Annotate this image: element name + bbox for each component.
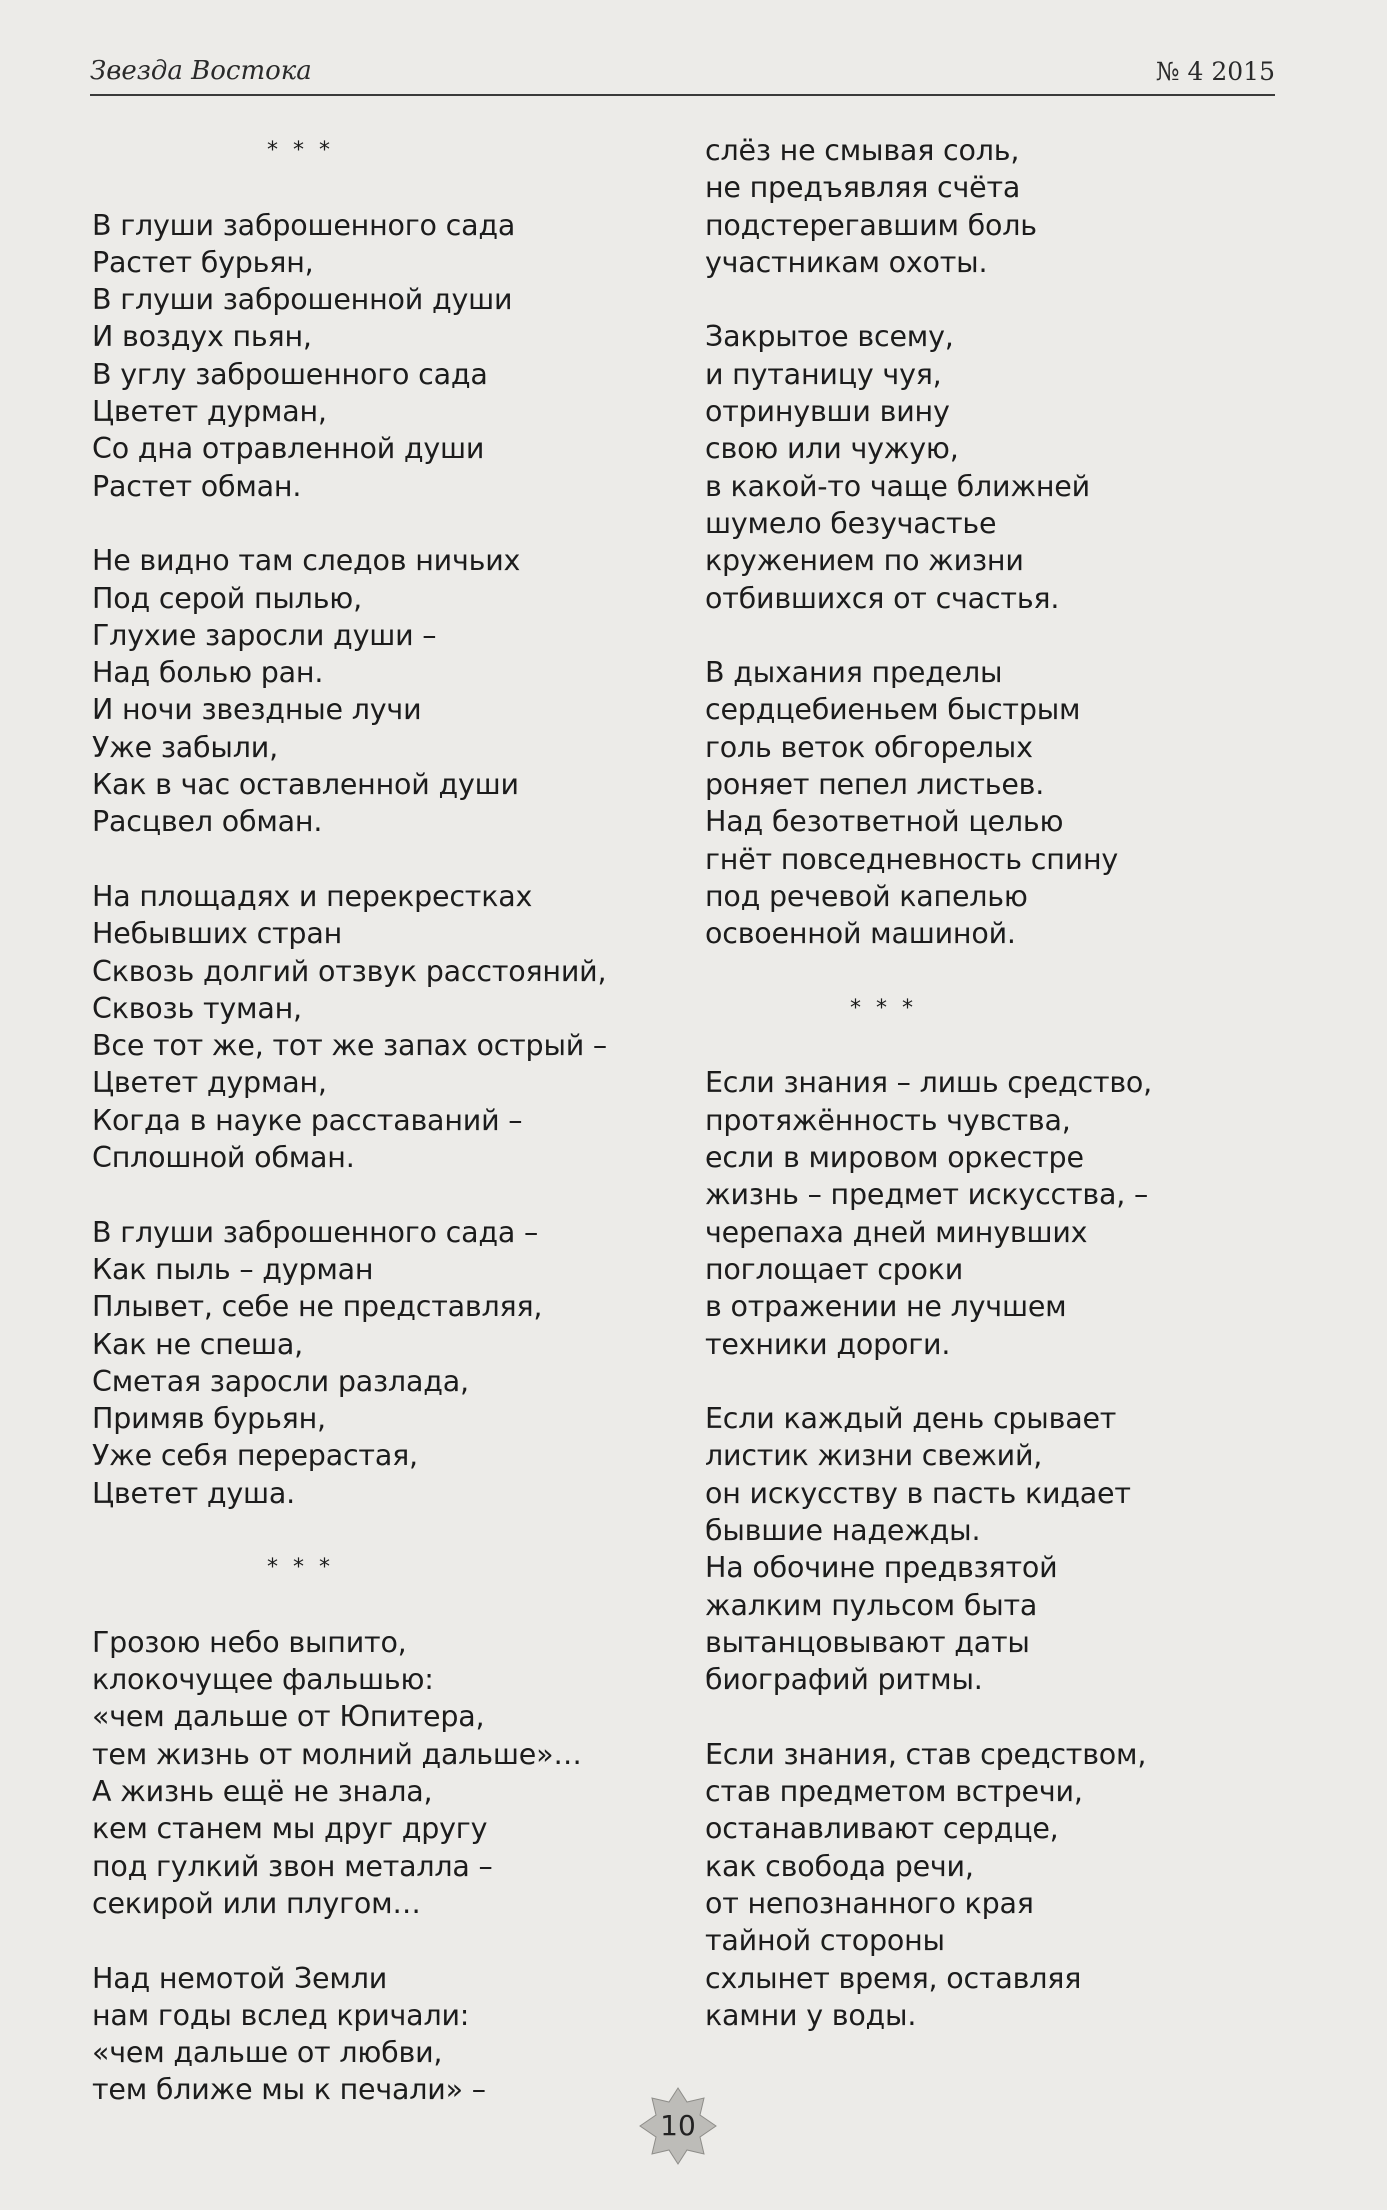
poem-line: не предъявляя счёта	[705, 171, 1021, 205]
poem-line: Сквозь долгий отзвук расстояний,	[92, 954, 607, 988]
poem-line: жалким пульсом быта	[705, 1588, 1038, 1622]
poem-line: Не видно там следов ничьих	[92, 544, 521, 578]
poem-line: тем жизнь от молний дальше»…	[92, 1737, 582, 1771]
poem-line: освоенной машиной.	[705, 917, 1016, 951]
poem-line: он искусству в пасть кидает	[705, 1476, 1131, 1510]
running-header	[90, 50, 1275, 96]
asterism-separator: * * *	[267, 138, 334, 163]
poem-line: Со дна отравленной души	[92, 432, 485, 466]
poem-line: тем ближе мы к печали» –	[92, 2073, 486, 2107]
poem-line: кружением по жизни	[705, 544, 1024, 578]
poem-line: листик жизни свежий,	[705, 1439, 1043, 1473]
poem-line: отбившихся от счастья.	[705, 581, 1060, 615]
poem-line: если в мировом оркестре	[705, 1141, 1084, 1175]
page-number-badge	[638, 2086, 718, 2166]
poem-line: отринувши вину	[705, 395, 950, 429]
journal-title: Звезда Востока	[90, 56, 312, 86]
poem-line: участникам охоты.	[705, 245, 988, 279]
poem-line: Если знания – лишь средство,	[705, 1066, 1153, 1100]
poem-line: В глуши заброшенного сада –	[92, 1215, 539, 1249]
poem-line: секирой или плугом…	[92, 1886, 421, 1920]
poem-line: Над немотой Земли	[92, 1961, 388, 1995]
poem-line: схлынет время, оставляя	[705, 1961, 1082, 1995]
poem-line: став предметом встречи,	[705, 1775, 1083, 1809]
poem-line: Небывших стран	[92, 917, 343, 951]
poem-line: в отражении не лучшем	[705, 1290, 1067, 1324]
page-number: 10	[660, 2109, 696, 2142]
poem-column-left	[92, 132, 702, 2109]
stanza-break	[92, 169, 702, 206]
poem-line: останавливают сердце,	[705, 1812, 1059, 1846]
poem-line: сердцебиеньем быстрым	[705, 693, 1081, 727]
poem-line: Когда в науке расставаний –	[92, 1103, 523, 1137]
poem-line: Сметая заросли разлада,	[92, 1364, 469, 1398]
poem-column-right	[705, 132, 1305, 2034]
poem-line: Цветет душа.	[92, 1476, 296, 1510]
poem-line: Закрытое всему,	[705, 320, 954, 354]
stanza-break	[705, 1363, 1305, 1400]
stanza-break	[705, 281, 1305, 318]
stanza-break	[92, 1176, 702, 1213]
poem-line: Над безответной целью	[705, 805, 1064, 839]
poem-line: жизнь – предмет искусства, –	[705, 1178, 1149, 1212]
stanza-break	[92, 841, 702, 878]
stanza-break	[92, 1587, 702, 1624]
poem-line: как свобода речи,	[705, 1849, 974, 1883]
poem-line: гнёт повседневность спину	[705, 842, 1119, 876]
stanza-break	[705, 953, 1305, 990]
poem-line: кем станем мы друг другу	[92, 1812, 488, 1846]
poem-line: роняет пепел листьев.	[705, 768, 1045, 802]
poem-line: На обочине предвзятой	[705, 1551, 1058, 1585]
poem-line: нам годы вслед кричали:	[92, 1998, 470, 2032]
poem-line: На площадях и перекрестках	[92, 879, 533, 913]
poem-line: Цветет дурман,	[92, 395, 327, 429]
poem-line: клокочущее фальшью:	[92, 1663, 434, 1697]
poem-line: под речевой капелью	[705, 879, 1028, 913]
poem-line: вытанцовывают даты	[705, 1625, 1030, 1659]
poem-line: Все тот же, тот же запах острый –	[92, 1029, 607, 1063]
poem-line: Грозою небо выпито,	[92, 1625, 407, 1659]
poem-line: В глуши заброшенной души	[92, 283, 513, 317]
poem-line: Как не спеша,	[92, 1327, 304, 1361]
poem-line: «чем дальше от любви,	[92, 2036, 443, 2070]
asterism-separator: * * *	[850, 995, 917, 1021]
poem-line: Уже себя перерастая,	[92, 1439, 418, 1473]
poem-line: Плывет, себе не представляя,	[92, 1290, 543, 1324]
poem-line: В углу заброшенного сада	[92, 357, 488, 391]
poem-line: подстерегавшим боль	[705, 208, 1037, 242]
poem-line: Сплошной обман.	[92, 1141, 355, 1175]
stanza-break	[705, 1698, 1305, 1735]
poem-line: под гулкий звон металла –	[92, 1849, 493, 1883]
poem-line: камни у воды.	[705, 1998, 917, 2032]
poem-line: Над болью ран.	[92, 656, 324, 690]
poem-line: свою или чужую,	[705, 432, 959, 466]
poem-line: В глуши заброшенного сада	[92, 208, 516, 242]
poem-line: тайной стороны	[705, 1924, 945, 1958]
poem-line: в какой-то чаще ближней	[705, 469, 1090, 503]
poem-line: В дыхания пределы	[705, 656, 1003, 690]
poem-line: Растет бурьян,	[92, 245, 314, 279]
asterism-separator: * * *	[267, 1555, 334, 1581]
poem-line: поглощает сроки	[705, 1252, 964, 1286]
stanza-break	[705, 1027, 1305, 1064]
poem-line: Глухие заросли души –	[92, 618, 437, 652]
poem-line: биографий ритмы.	[705, 1663, 983, 1697]
poem-line: Растет обман.	[92, 469, 302, 503]
poem-line: техники дороги.	[705, 1327, 951, 1361]
poem-line: Примяв бурьян,	[92, 1402, 326, 1436]
poem-line: Как пыль – дурман	[92, 1252, 374, 1286]
poem-line: Цветет дурман,	[92, 1066, 327, 1100]
poem-line: слёз не смывая соль,	[705, 134, 1020, 167]
poem-line: Под серой пылью,	[92, 581, 362, 615]
poem-line: Расцвел обман.	[92, 805, 323, 839]
issue-number: № 4 2015	[1155, 57, 1275, 86]
poem-line: голь веток обгорелых	[705, 730, 1033, 764]
poem-line: черепаха дней минувших	[705, 1215, 1088, 1249]
poem-line: бывшие надежды.	[705, 1513, 981, 1547]
poem-line: И ночи звездные лучи	[92, 693, 422, 727]
poem-line: протяжённость чувства,	[705, 1103, 1071, 1137]
poem-line: Если знания, став средством,	[705, 1737, 1147, 1771]
poem-line: И воздух пьян,	[92, 320, 312, 354]
poem-line: шумело безучастье	[705, 506, 997, 540]
poem-line: Уже забыли,	[92, 730, 278, 764]
poem-line: А жизнь ещё не знала,	[92, 1775, 433, 1809]
stanza-break	[92, 505, 702, 542]
poem-line: и путаницу чуя,	[705, 357, 942, 391]
stanza-break	[92, 1512, 702, 1549]
poem-line: Сквозь туман,	[92, 991, 302, 1025]
poem-line: Как в час оставленной души	[92, 768, 519, 802]
stanza-break	[705, 617, 1305, 654]
poem-line: «чем дальше от Юпитера,	[92, 1700, 485, 1734]
poem-line: Если каждый день срывает	[705, 1402, 1117, 1436]
poem-line: от непознанного края	[705, 1886, 1034, 1920]
stanza-break	[92, 1922, 702, 1959]
